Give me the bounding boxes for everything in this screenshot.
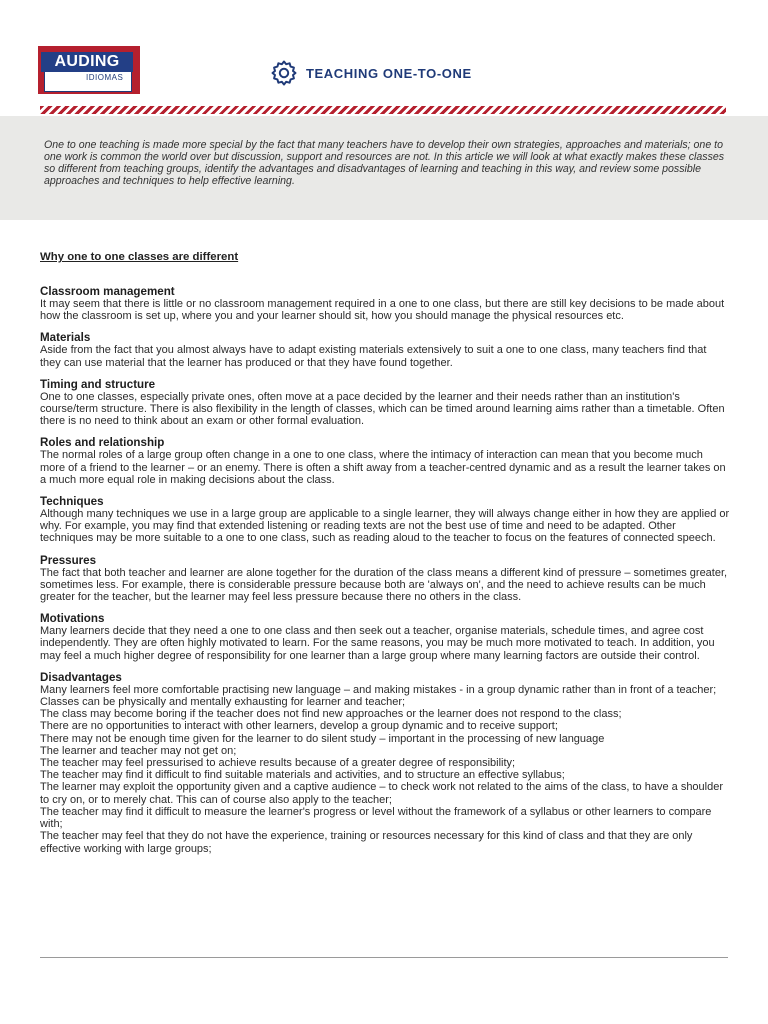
section-heading: Timing and structure [40,377,156,391]
section-text: The fact that both teacher and learner are alone together for the duration of the class means a different kind of pressure – sometimes greater, sometimes less. For example, there is considerable pressure because both are 'always on', and the need to achieve results can be much greater for the teacher, but the learner may feel less pressure because there no others in the class. [40,566,728,604]
intro-box [0,116,768,220]
list-item: There are no opportunities to interact with other learners, develop a group dynamic and to receive support; [40,720,558,733]
logo-word: AUDING [41,52,133,72]
section-heading: Techniques [40,495,104,509]
page-title: TEACHING ONE-TO-ONE [306,65,472,81]
section-heading: Roles and relationship [40,436,165,450]
section-text: It may seem that there is little or no classroom management required in a one to one class, but there are still key decisions to be made about how the classroom is set up, where you and your learner should sit, how you should manage the physical resources etc. [40,298,725,323]
section-text: The normal roles of a large group often change in a one to one class, where the intimacy of interaction can mean that you become much more of a friend to the learner – or an enemy. There is often a shift away from a teacher-centred dynamic and as a result the learner takes on a much more equal role in making decisions about the class. [40,449,726,486]
list-item: The learner may exploit the opportunity given and a captive audience – to check work not related to the aims of the class, to have a shoulder to cry on, or to merely chat. This can of course also apply to the teacher; [40,781,724,806]
section-title: Why one to one classes are different [40,251,239,263]
section-heading: Classroom management [40,285,175,298]
gear-icon [270,59,298,87]
list-item: There may not be enough time given for the learner to do silent study – important in the processing of new language [40,732,605,745]
list-item: The teacher may find it difficult to measure the learner's progress or level without the framework of a syllabus or other learners to compare with; [40,805,712,831]
section-classroom-management [40,285,730,322]
list-item: Many learners feel more comfortable practising new language – and making mistakes - in a group dynamic rather than in front of a teacher; [40,683,717,696]
list-item: The learner and teacher may not get on; [40,744,237,757]
disadvantages-list [40,684,730,855]
page-header [0,0,768,118]
hatched-divider [40,106,726,114]
section-heading: Disadvantages [40,670,122,684]
section-text: Aside from the fact that you almost always have to adapt existing materials extensively to suit a one to one class, many teachers find that they can use material that the learner has produced or that they have found together. [40,344,707,369]
section-roles-and-relationship [40,436,730,486]
list-item: The teacher may feel that they do not have the experience, training or resources necessary for this kind of class and that they are only effective working with large groups; [40,830,693,855]
logo-subtitle: IDIOMAS [86,73,124,82]
section-text: Many learners decide that they need a one to one class and then seek out a teacher, organise materials, schedule times, and agree cost independently. They are often highly motivated to learn. For the same reasons, you may be much more motivated to teach. In addition, you may feel a much higher degree of responsibility for one learner than a large group where many learning factors are outside their control. [40,625,715,662]
list-item: The teacher may find it difficult to find suitable materials and activities, and to structure an effective syllabus; [40,769,565,782]
list-item: The teacher may feel pressurised to achieve results because of a greater degree of responsibility; [40,757,516,770]
intro-text: One to one teaching is made more special by the fact that many teachers have to develop their own strategies, approaches and materials; one to one work is common the world over but discussion, support and resources are not. In this article we will look at what exactly makes these classes so different from teaching groups, identify the advantages and disadvantages of learning and teaching in this way, and review some possible approaches and techniques to help effective learning. [44,139,725,187]
section-pressures [40,554,730,604]
section-motivations [40,612,730,662]
section-disadvantages [40,671,730,855]
section-text: One to one classes, especially private ones, often move at a pace decided by the learner and their needs rather than an institution's course/term structure. There is also flexibility in the length of classes, which can be timed around learning aims rather than a timetable. Often there is no need to think about an exam or other formal evaluation. [40,390,725,428]
footer-rule [40,957,728,958]
list-item: The class may become boring if the teacher does not find new approaches or the learner does not respond to the class; [40,708,622,721]
list-item: Classes can be physically and mentally exhausting for learner and teacher; [40,696,406,709]
article-body [40,251,730,864]
section-heading: Pressures [40,553,97,567]
section-heading: Materials [40,331,91,345]
section-heading: Motivations [40,612,105,626]
section-timing-and-structure [40,378,730,428]
title-group [270,60,472,86]
section-text: Although many techniques we use in a large group are applicable to a single learner, they will always change either in how they are applied or why. For example, you may find that extended listening or reading texts are not the best use of time and need to be adapted. Other techniques may be more suitable to a one to one class, such as reading aloud to the teacher to focus on the features of connected speech. [40,508,730,545]
auding-logo [38,46,140,96]
section-techniques [40,495,730,545]
section-materials [40,331,730,368]
